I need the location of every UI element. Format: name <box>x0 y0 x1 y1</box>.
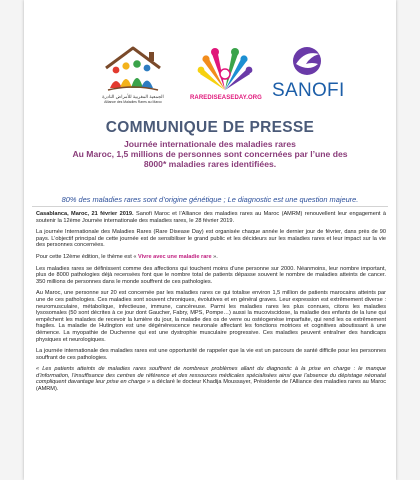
paragraph-theme <box>36 254 386 261</box>
sanofi-bird-icon <box>272 44 342 80</box>
theme-highlight: Vivre avec une maladie rare <box>138 253 212 260</box>
amrm-caption: Alliance des Maladies Rares au Maroc <box>104 100 162 104</box>
amrm-logo <box>94 44 172 104</box>
quote-attribution: a déclaré le docteur Khadija Moussayer, Présidente de l’Alliance des maladies rares au Maroc (AMRM). <box>36 379 386 393</box>
press-release-title: COMMUNIQUE DE PRESSE <box>105 119 315 136</box>
amrm-arabic-name: الجمعية المغربية للأمراض النادرة <box>102 94 164 99</box>
paragraph-definition: Les maladies rares se définissent comme des affections qui touchent moins d’une personne sur 2000. Néanmoins, leur nombre important, plus de 8000 pathologies déjà recensées font que le nombre total de patients dépasse souvent le nombre de maladies atteints de cancer. 350 millions de personnes dans le monde souffrent de ces pathologies. <box>36 265 386 285</box>
paragraph-rare-disease-day: La journée Internationale des Maladies Rares (Rare Disease Day) est organisée chaque année le dernier jour de février, dans près de 90 pays. L’objectif principal de cette journée est de sensibiliser le grand public et les décideurs sur les maladies rares et leur impact sur la vie des personnes concernées. <box>36 229 386 249</box>
paragraph-opportunity: La journée internationale des maladies rares est une opportunité de rappeler que la vie est un parcours de santé difficile pour les personnes souffrant de ces pathologies. <box>36 348 386 361</box>
paragraph-morocco: Au Maroc, une personne sur 20 est concernée par les maladies rares ce qui totalise environ 1,5 million de patients marocains atteints par une de ces pathologies. Ces maladies sont souvent chroniques, évolutives et en général graves. Leur expression est extrêmement diverse : neuromusculaire, métabolique, infectieuse, immune, cancéreuse. Parmi les maladies rares les plus connues, citons les maladies lysosomales (50 sont décrites à ce jour dont Gaucher, Fabry, MPS, Pompe…) aussi la mucoviscidose, la maladie des enfants de la lune qui empêchent les malades de recevoir la lumière du jour, la maladie des os de verre ou ostéogenèse imparfaite, qui rend les os extrêmement fragiles. La maladie de Hutington est une dégénérescence neuronale affectant les fonctions motrices et cognitives aboutissant à une démence. La myopathie de Duchenne qui est une dystrophie musculaire progressive. Ces maladies peuvent entraîner des handicaps physiques et neurologiques. <box>36 290 386 343</box>
press-release-body <box>36 211 386 398</box>
tagline: 80% des maladies rares sont d’origine génétique ; Le diagnostic est une question majeure. <box>61 195 359 204</box>
subtitle-line: 8000* maladies rares identifiées. <box>143 159 277 169</box>
divider <box>32 206 388 207</box>
sanofi-wordmark: SANOFI <box>272 80 345 101</box>
subtitle-line: Au Maroc, 1,5 millions de personnes sont concernées par l’une des <box>72 149 348 159</box>
paragraph-quote <box>36 366 386 392</box>
dateline: Casablanca, Maroc, 21 février 2019. <box>36 211 134 217</box>
subtitle-line: Journée internationale des maladies rares <box>124 139 296 149</box>
theme-prefix: Pour cette 12ème édition, le thème est « <box>36 253 138 260</box>
rare-disease-day-url: RAREDISEASEDAY.ORG <box>190 95 262 101</box>
paragraph-intro <box>36 211 386 224</box>
intro-text: Sanofi Maroc et l’Alliance des maladies rares au Maroc (AMRM) renouvellent leur engagement à soutenir la 12ème Journée internationale des maladies rares, le 28 février 2019. <box>36 211 386 224</box>
amrm-house-icon <box>94 44 172 94</box>
sanofi-logo <box>272 44 345 101</box>
press-release-subtitle <box>64 139 356 169</box>
rare-disease-day-logo <box>190 44 260 99</box>
theme-suffix: ». <box>211 253 218 260</box>
quote-text: « Les patients atteints de maladies rares souffrent de nombreux problèmes allant du diagnostic à la prise en charge : le manque d’information, l’insuffisance des centres de référence et des ressources médicales spécialisées ainsi que l’absence du dépistage néonatal compliquent davantage leur prise en charge » <box>36 366 386 386</box>
hands-icon <box>190 44 260 94</box>
logo-bar <box>24 44 396 112</box>
press-release-page <box>24 0 396 480</box>
